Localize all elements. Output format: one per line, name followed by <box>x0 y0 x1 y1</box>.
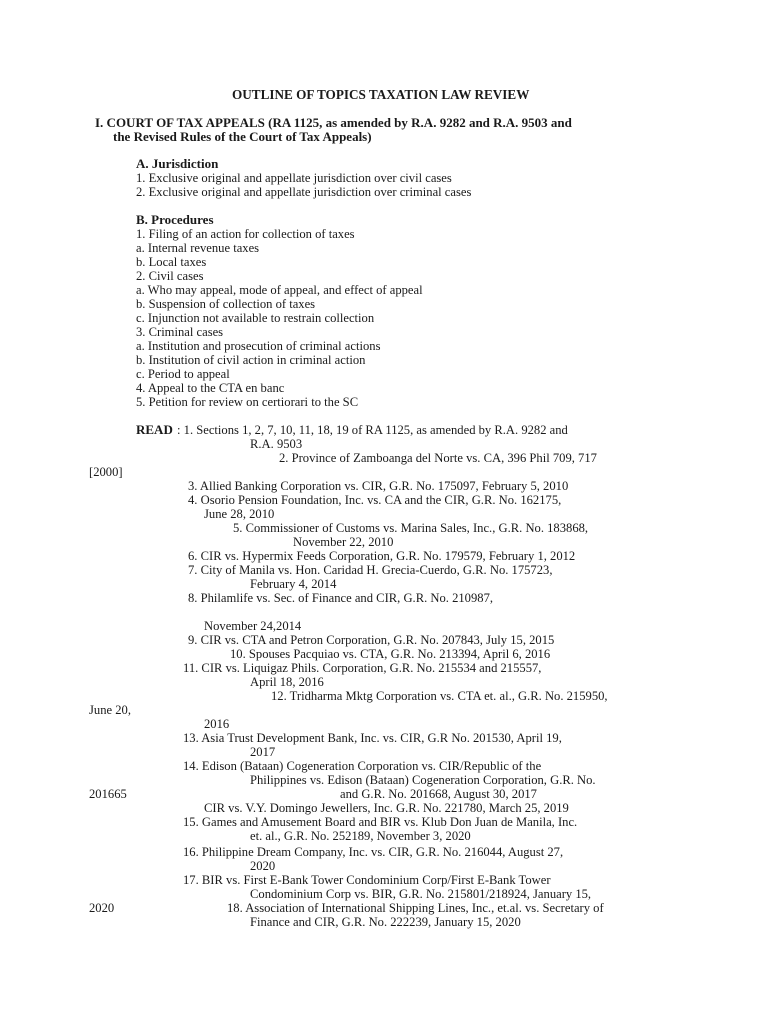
read-line: Condominium Corp vs. BIR, G.R. No. 215801/218924, January 15, <box>250 887 592 901</box>
read-line: June 20, <box>89 703 131 717</box>
read-line: [2000] <box>89 465 123 479</box>
read-line: November 22, 2010 <box>293 535 394 549</box>
read-line: 9. CIR vs. CTA and Petron Corporation, G.R. No. 207843, July 15, 2015 <box>188 633 555 647</box>
read-line: 14. Edison (Bataan) Cogeneration Corporation vs. CIR/Republic of the <box>183 759 542 773</box>
read-label: READ <box>136 422 173 437</box>
read-line: 4. Osorio Pension Foundation, Inc. vs. CA and the CIR, G.R. No. 162175, <box>188 493 562 507</box>
read-line: June 28, 2010 <box>204 507 275 521</box>
jurisdiction-item: 2. Exclusive original and appellate jurisdiction over criminal cases <box>136 185 472 199</box>
procedures-heading: B. Procedures <box>136 212 214 227</box>
procedure-item: 5. Petition for review on certiorari to the SC <box>136 395 359 409</box>
procedure-item: a. Institution and prosecution of criminal actions <box>136 339 381 353</box>
read-line: 5. Commissioner of Customs vs. Marina Sales, Inc., G.R. No. 183868, <box>233 521 589 535</box>
read-line: 7. City of Manila vs. Hon. Caridad H. Grecia-Cuerdo, G.R. No. 175723, <box>188 563 553 577</box>
read-line: 3. Allied Banking Corporation vs. CIR, G.R. No. 175097, February 5, 2010 <box>188 479 569 493</box>
procedure-item: a. Who may appeal, mode of appeal, and effect of appeal <box>136 283 423 297</box>
procedure-item: b. Suspension of collection of taxes <box>136 297 316 311</box>
read-line: 8. Philamlife vs. Sec. of Finance and CIR, G.R. No. 210987, <box>188 591 494 605</box>
read-line: CIR vs. V.Y. Domingo Jewellers, Inc. G.R. No. 221780, March 25, 2019 <box>204 801 569 815</box>
read-line: February 4, 2014 <box>250 577 337 591</box>
procedure-item: 3. Criminal cases <box>136 325 224 339</box>
document-title: OUTLINE OF TOPICS TAXATION LAW REVIEW <box>232 87 530 102</box>
read-line: 2. Province of Zamboanga del Norte vs. CA, 396 Phil 709, 717 <box>279 451 597 465</box>
read-line: Finance and CIR, G.R. No. 222239, January 15, 2020 <box>250 915 521 929</box>
procedure-item: 4. Appeal to the CTA en banc <box>136 381 285 395</box>
read-line: 10. Spouses Pacquiao vs. CTA, G.R. No. 213394, April 6, 2016 <box>230 647 551 661</box>
read-line: 11. CIR vs. Liquigaz Phils. Corporation, G.R. No. 215534 and 215557, <box>183 661 542 675</box>
read-line: 2017 <box>250 745 276 759</box>
procedure-item: c. Period to appeal <box>136 367 230 381</box>
procedure-item: 1. Filing of an action for collection of taxes <box>136 227 355 241</box>
read-line: April 18, 2016 <box>250 675 324 689</box>
read-line: 2020 <box>89 901 115 915</box>
procedure-item: c. Injunction not available to restrain collection <box>136 311 375 325</box>
jurisdiction-item: 1. Exclusive original and appellate jurisdiction over civil cases <box>136 171 452 185</box>
read-line: 15. Games and Amusement Board and BIR vs. Klub Don Juan de Manila, Inc. <box>183 815 578 829</box>
section-heading-line-1: I. COURT OF TAX APPEALS (RA 1125, as amended by R.A. 9282 and R.A. 9503 and <box>95 115 572 130</box>
procedure-item: b. Local taxes <box>136 255 207 269</box>
read-line: 16. Philippine Dream Company, Inc. vs. CIR, G.R. No. 216044, August 27, <box>183 845 564 859</box>
section-heading-line-2: the Revised Rules of the Court of Tax Appeals) <box>113 129 372 144</box>
procedure-item: a. Internal revenue taxes <box>136 241 260 255</box>
read-line: 13. Asia Trust Development Bank, Inc. vs. CIR, G.R No. 201530, April 19, <box>183 731 562 745</box>
read-line: : 1. Sections 1, 2, 7, 10, 11, 18, 19 of RA 1125, as amended by R.A. 9282 and <box>177 423 568 437</box>
read-line: 2016 <box>204 717 230 731</box>
read-line: 2020 <box>250 859 276 873</box>
read-line: 6. CIR vs. Hypermix Feeds Corporation, G.R. No. 179579, February 1, 2012 <box>188 549 576 563</box>
jurisdiction-heading: A. Jurisdiction <box>136 156 219 171</box>
read-line: and G.R. No. 201668, August 30, 2017 <box>340 787 537 801</box>
read-line: et. al., G.R. No. 252189, November 3, 2020 <box>250 829 471 843</box>
procedure-item: 2. Civil cases <box>136 269 204 283</box>
read-line: 201665 <box>89 787 127 801</box>
read-line: November 24,2014 <box>204 619 302 633</box>
read-line: 12. Tridharma Mktg Corporation vs. CTA et. al., G.R. No. 215950, <box>271 689 608 703</box>
read-line: 18. Association of International Shipping Lines, Inc., et.al. vs. Secretary of <box>227 901 604 915</box>
read-line: R.A. 9503 <box>250 437 303 451</box>
procedure-item: b. Institution of civil action in criminal action <box>136 353 366 367</box>
read-line: Philippines vs. Edison (Bataan) Cogeneration Corporation, G.R. No. <box>250 773 596 787</box>
read-line: 17. BIR vs. First E-Bank Tower Condominium Corp/First E-Bank Tower <box>183 873 551 887</box>
